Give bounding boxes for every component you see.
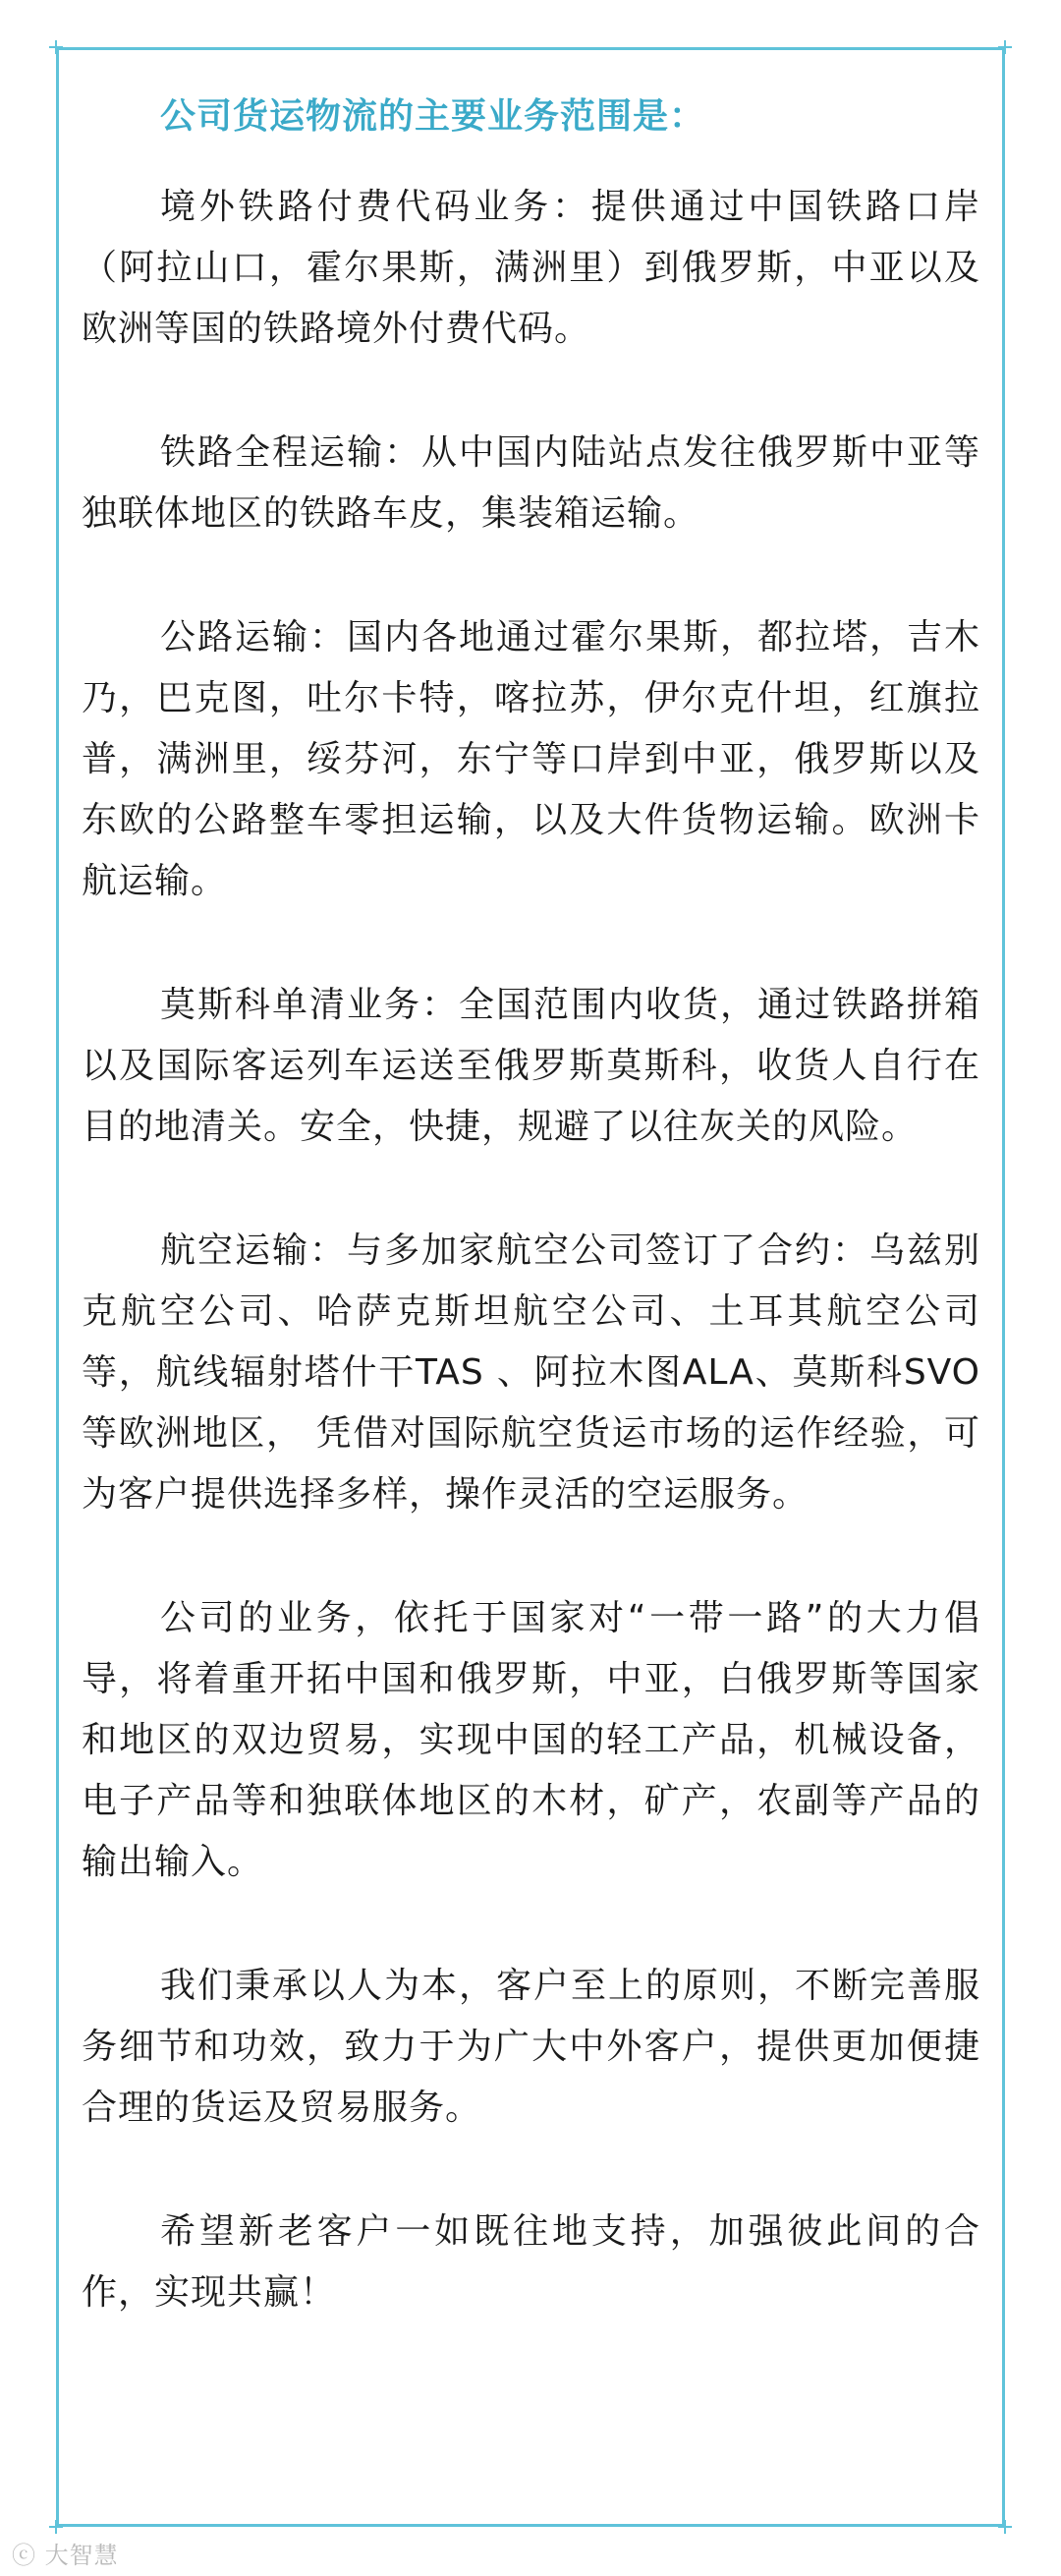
- paragraph-service-principle: 我们秉承以人为本，客户至上的原则，不断完善服务细节和功效，致力于为广大中外客户，提供更加便捷合理的货运及贸易服务。: [82, 1966, 980, 2128]
- watermark-logo-icon: ⓒ: [12, 2542, 36, 2569]
- article-body: [82, 86, 980, 2386]
- frame-corner-mark: [998, 2520, 1012, 2534]
- paragraph-air-transport: 航空运输：与多加家航空公司签订了合约：乌兹别克航空公司、哈萨克斯坦航空公司、土耳其航空公司等，航线辐射塔什干TAS 、阿拉木图ALA、莫斯科SVO 等欧洲地区， 凭借对国际航空货运市场的运作经验，可为客户提供选择多样，操作灵活的空运服务。: [82, 1231, 980, 1515]
- paragraph-railway-payment-codes: 境外铁路付费代码业务：提供通过中国铁路口岸（阿拉山口，霍尔果斯，满洲里）到俄罗斯，中亚以及欧洲等国的铁路境外付费代码。: [82, 187, 980, 349]
- paragraph-closing: 希望新老客户一如既往地支持，加强彼此间的合作，实现共赢！: [82, 2211, 980, 2313]
- watermark-text: 大智慧: [44, 2542, 119, 2569]
- paragraph-railway-full-transport: 铁路全程运输：从中国内陆站点发往俄罗斯中亚等独联体地区的铁路车皮，集装箱运输。: [82, 432, 980, 534]
- paragraph-belt-and-road: 公司的业务，依托于国家对“一带一路”的大力倡导，将着重开拓中国和俄罗斯，中亚，白俄罗斯等国家和地区的双边贸易，实现中国的轻工产品，机械设备，电子产品等和独联体地区的木材，矿产，农副等产品的输出输入。: [82, 1598, 980, 1882]
- watermark: [12, 2536, 119, 2570]
- frame-corner-mark: [49, 2520, 63, 2534]
- frame-corner-mark: [998, 40, 1012, 54]
- frame-corner-mark: [49, 40, 63, 54]
- section-heading: 公司货运物流的主要业务范围是：: [160, 96, 706, 137]
- paragraph-moscow-clearance: 莫斯科单清业务：全国范围内收货，通过铁路拼箱以及国际客运列车运送至俄罗斯莫斯科，收货人自行在目的地清关。安全，快捷，规避了以往灰关的风险。: [82, 985, 980, 1147]
- paragraph-road-transport: 公路运输：国内各地通过霍尔果斯，都拉塔，吉木乃，巴克图，吐尔卡特，喀拉苏，伊尔克什坦，红旗拉普，满洲里，绥芬河，东宁等口岸到中亚，俄罗斯以及东欧的公路整车零担运输，以及大件货物运输。欧洲卡航运输。: [82, 617, 980, 901]
